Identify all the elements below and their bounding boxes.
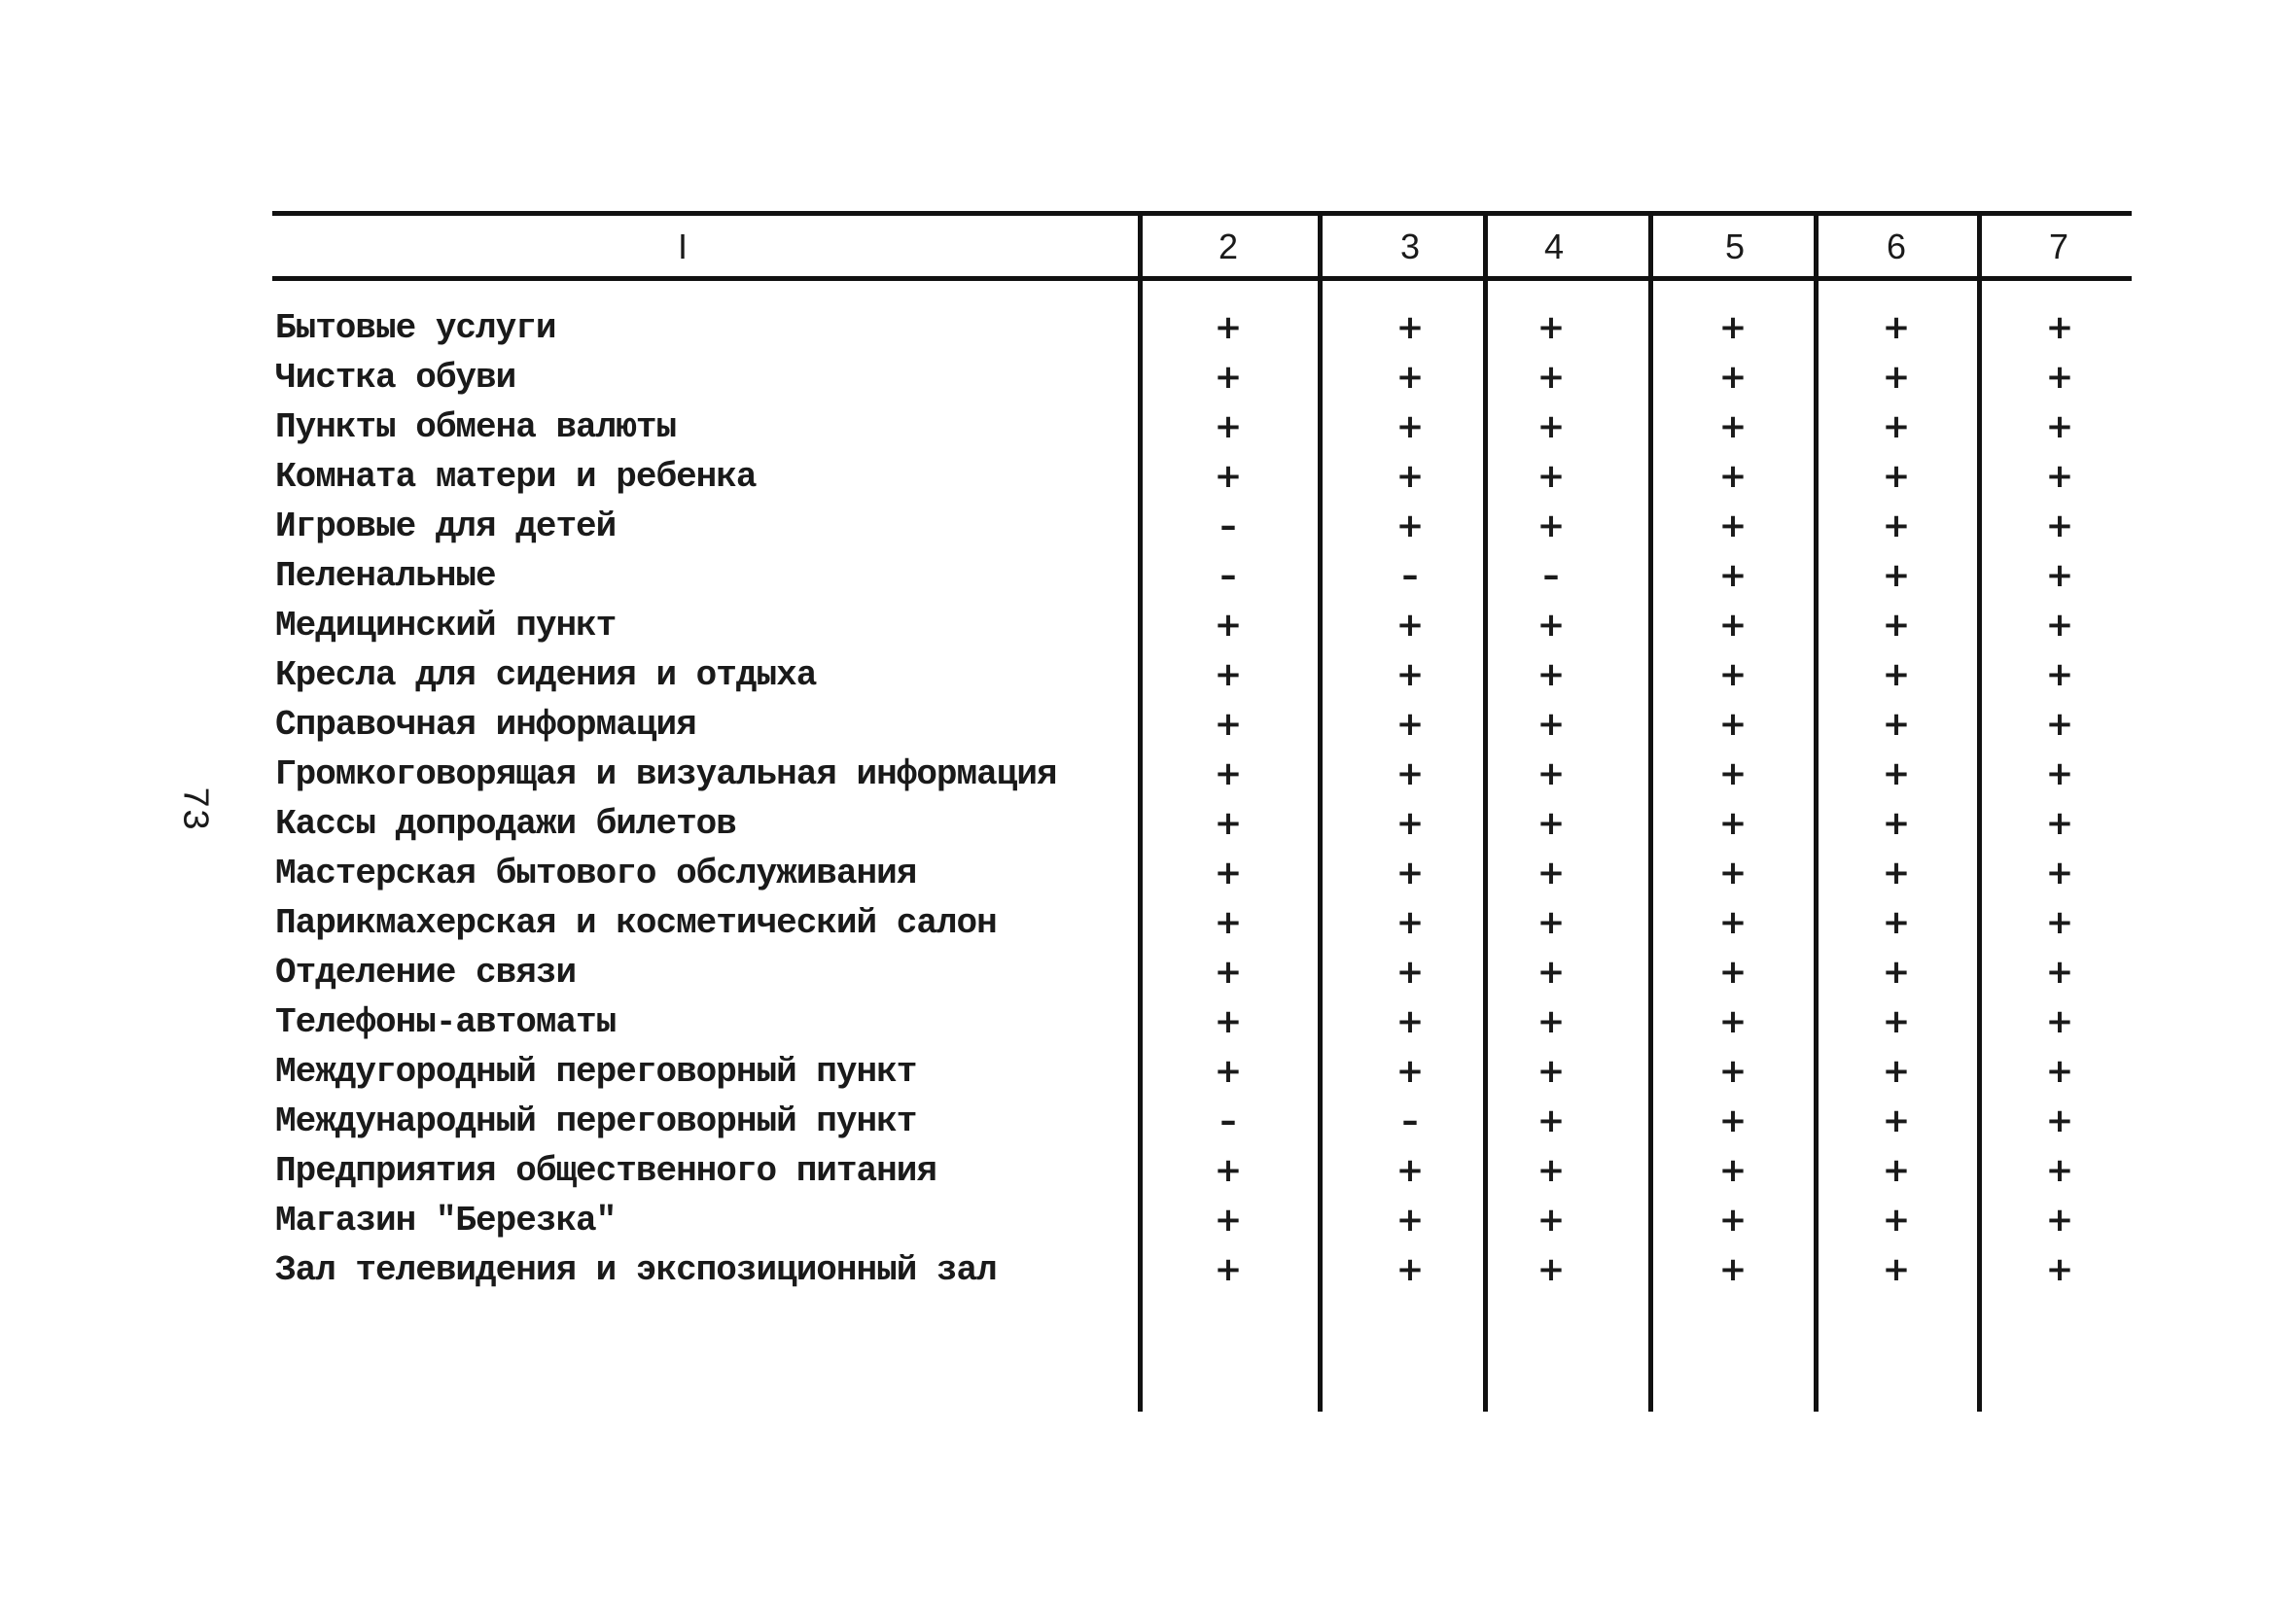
cell-mark: + xyxy=(1395,1250,1425,1289)
cell-mark: + xyxy=(1537,1151,1566,1190)
header-cell-1: I xyxy=(677,227,688,266)
column-divider xyxy=(1648,211,1653,1412)
cell-mark: + xyxy=(1882,457,1911,496)
cell-mark: + xyxy=(1537,606,1566,645)
cell-mark: + xyxy=(1395,655,1425,694)
header-cell-4: 4 xyxy=(1543,227,1565,266)
header-cell-6: 6 xyxy=(1886,227,1907,266)
cell-mark: + xyxy=(1214,457,1243,496)
cell-mark: + xyxy=(1718,705,1748,744)
cell-mark: + xyxy=(1214,358,1243,397)
cell-mark: + xyxy=(1718,1101,1748,1140)
cell-mark: + xyxy=(1718,556,1748,595)
cell-mark: + xyxy=(1537,507,1566,545)
row-label: Чистка обуви xyxy=(275,358,516,398)
cell-mark: + xyxy=(2045,358,2074,397)
cell-mark: + xyxy=(1882,606,1911,645)
cell-mark: + xyxy=(1882,358,1911,397)
cell-mark: + xyxy=(1395,1151,1425,1190)
cell-mark: + xyxy=(1214,754,1243,793)
cell-mark: + xyxy=(1537,804,1566,843)
table-header-rule xyxy=(272,276,2132,281)
column-divider xyxy=(1977,211,1982,1412)
cell-mark: + xyxy=(1882,308,1911,347)
cell-mark: + xyxy=(1882,1250,1911,1289)
cell-mark: + xyxy=(1882,556,1911,595)
column-divider xyxy=(1138,211,1143,1412)
cell-mark: + xyxy=(1882,754,1911,793)
cell-mark: + xyxy=(1214,606,1243,645)
cell-mark: + xyxy=(1537,655,1566,694)
cell-mark: + xyxy=(2045,1101,2074,1140)
cell-mark: + xyxy=(1537,754,1566,793)
header-cell-7: 7 xyxy=(2048,227,2069,266)
cell-mark: + xyxy=(1718,804,1748,843)
row-label: Комната матери и ребенка xyxy=(275,457,757,497)
cell-mark: + xyxy=(1718,655,1748,694)
cell-mark: – xyxy=(1219,1101,1237,1140)
cell-mark: + xyxy=(1395,407,1425,446)
cell-mark: + xyxy=(1537,457,1566,496)
cell-mark: + xyxy=(1718,507,1748,545)
cell-mark: + xyxy=(1537,1002,1566,1041)
cell-mark: + xyxy=(1882,705,1911,744)
cell-mark: + xyxy=(1214,407,1243,446)
cell-mark: + xyxy=(1214,1201,1243,1240)
row-label: Кресла для сидения и отдыха xyxy=(275,655,817,695)
cell-mark: + xyxy=(2045,754,2074,793)
cell-mark: + xyxy=(2045,1151,2074,1190)
column-divider xyxy=(1814,211,1819,1412)
cell-mark: + xyxy=(1395,507,1425,545)
cell-mark: + xyxy=(1537,1201,1566,1240)
row-label: Телефоны-автоматы xyxy=(275,1002,617,1042)
cell-mark: + xyxy=(1718,1151,1748,1190)
cell-mark: + xyxy=(1537,903,1566,942)
cell-mark: – xyxy=(1219,556,1237,595)
cell-mark: + xyxy=(1718,407,1748,446)
header-cell-3: 3 xyxy=(1399,227,1421,266)
cell-mark: + xyxy=(2045,655,2074,694)
cell-mark: + xyxy=(2045,407,2074,446)
cell-mark: + xyxy=(1882,804,1911,843)
row-label: Игровые для детей xyxy=(275,507,617,546)
header-cell-5: 5 xyxy=(1724,227,1746,266)
row-label: Бытовые услуги xyxy=(275,308,556,348)
cell-mark: + xyxy=(1718,1250,1748,1289)
cell-mark: + xyxy=(1882,1101,1911,1140)
cell-mark: + xyxy=(1882,507,1911,545)
cell-mark: + xyxy=(1395,1201,1425,1240)
cell-mark: + xyxy=(1537,358,1566,397)
cell-mark: + xyxy=(1537,854,1566,892)
cell-mark: + xyxy=(1718,953,1748,992)
cell-mark: + xyxy=(1537,953,1566,992)
cell-mark: + xyxy=(1718,308,1748,347)
row-label: Пункты обмена валюты xyxy=(275,407,677,447)
cell-mark: + xyxy=(1718,1052,1748,1091)
cell-mark: + xyxy=(1214,1002,1243,1041)
cell-mark: + xyxy=(1718,903,1748,942)
row-label: Парикмахерская и косметический салон xyxy=(275,903,997,943)
cell-mark: + xyxy=(2045,953,2074,992)
row-label: Междугородный переговорный пункт xyxy=(275,1052,917,1092)
cell-mark: + xyxy=(1718,606,1748,645)
row-label: Мастерская бытового обслуживания xyxy=(275,854,917,893)
row-label: Медицинский пункт xyxy=(275,606,617,646)
cell-mark: + xyxy=(2045,1250,2074,1289)
cell-mark: + xyxy=(1214,953,1243,992)
cell-mark: + xyxy=(1395,903,1425,942)
cell-mark: + xyxy=(1537,308,1566,347)
cell-mark: + xyxy=(1882,1151,1911,1190)
cell-mark: + xyxy=(2045,804,2074,843)
cell-mark: + xyxy=(2045,457,2074,496)
cell-mark: + xyxy=(1882,953,1911,992)
row-label: Пеленальные xyxy=(275,556,496,596)
cell-mark: + xyxy=(1395,457,1425,496)
column-divider xyxy=(1483,211,1488,1412)
cell-mark: + xyxy=(1214,308,1243,347)
row-label: Кассы допродажи билетов xyxy=(275,804,736,844)
cell-mark: + xyxy=(2045,854,2074,892)
row-label: Магазин "Березка" xyxy=(275,1201,617,1241)
cell-mark: + xyxy=(1537,705,1566,744)
cell-mark: + xyxy=(1718,1201,1748,1240)
cell-mark: + xyxy=(1718,358,1748,397)
cell-mark: – xyxy=(1401,1101,1419,1140)
cell-mark: + xyxy=(1395,308,1425,347)
cell-mark: + xyxy=(1395,358,1425,397)
cell-mark: + xyxy=(1882,655,1911,694)
cell-mark: – xyxy=(1401,556,1419,595)
cell-mark: + xyxy=(2045,308,2074,347)
page-number: 73 xyxy=(172,786,215,831)
row-label: Отделение связи xyxy=(275,953,577,993)
cell-mark: + xyxy=(1395,705,1425,744)
row-label: Справочная информация xyxy=(275,705,696,745)
cell-mark: + xyxy=(1537,407,1566,446)
cell-mark: + xyxy=(1214,705,1243,744)
cell-mark: + xyxy=(2045,1052,2074,1091)
cell-mark: + xyxy=(1214,1052,1243,1091)
header-cell-2: 2 xyxy=(1218,227,1239,266)
cell-mark: + xyxy=(1718,1002,1748,1041)
cell-mark: + xyxy=(1718,854,1748,892)
cell-mark: + xyxy=(1395,1002,1425,1041)
cell-mark: + xyxy=(1214,1250,1243,1289)
cell-mark: + xyxy=(1214,1151,1243,1190)
cell-mark: + xyxy=(2045,556,2074,595)
row-label: Международный переговорный пункт xyxy=(275,1101,917,1141)
row-label: Громкоговорящая и визуальная информация xyxy=(275,754,1057,794)
cell-mark: + xyxy=(1882,903,1911,942)
cell-mark: – xyxy=(1219,507,1237,545)
cell-mark: + xyxy=(2045,606,2074,645)
cell-mark: – xyxy=(1542,556,1560,595)
cell-mark: + xyxy=(1882,854,1911,892)
cell-mark: + xyxy=(2045,1002,2074,1041)
cell-mark: + xyxy=(2045,1201,2074,1240)
cell-mark: + xyxy=(1395,1052,1425,1091)
cell-mark: + xyxy=(2045,903,2074,942)
cell-mark: + xyxy=(1214,655,1243,694)
cell-mark: + xyxy=(1395,854,1425,892)
row-label: Зал телевидения и экспозиционный зал xyxy=(275,1250,997,1290)
cell-mark: + xyxy=(1395,953,1425,992)
cell-mark: + xyxy=(1882,1201,1911,1240)
cell-mark: + xyxy=(1882,407,1911,446)
cell-mark: + xyxy=(1718,754,1748,793)
cell-mark: + xyxy=(1214,804,1243,843)
column-divider xyxy=(1318,211,1323,1412)
cell-mark: + xyxy=(1882,1002,1911,1041)
cell-mark: + xyxy=(1214,903,1243,942)
cell-mark: + xyxy=(1718,457,1748,496)
cell-mark: + xyxy=(2045,705,2074,744)
cell-mark: + xyxy=(1395,804,1425,843)
cell-mark: + xyxy=(1537,1052,1566,1091)
row-label: Предприятия общественного питания xyxy=(275,1151,936,1191)
table-top-rule xyxy=(272,211,2132,216)
cell-mark: + xyxy=(1214,854,1243,892)
cell-mark: + xyxy=(1537,1250,1566,1289)
cell-mark: + xyxy=(1395,606,1425,645)
cell-mark: + xyxy=(2045,507,2074,545)
cell-mark: + xyxy=(1537,1101,1566,1140)
cell-mark: + xyxy=(1882,1052,1911,1091)
cell-mark: + xyxy=(1395,754,1425,793)
